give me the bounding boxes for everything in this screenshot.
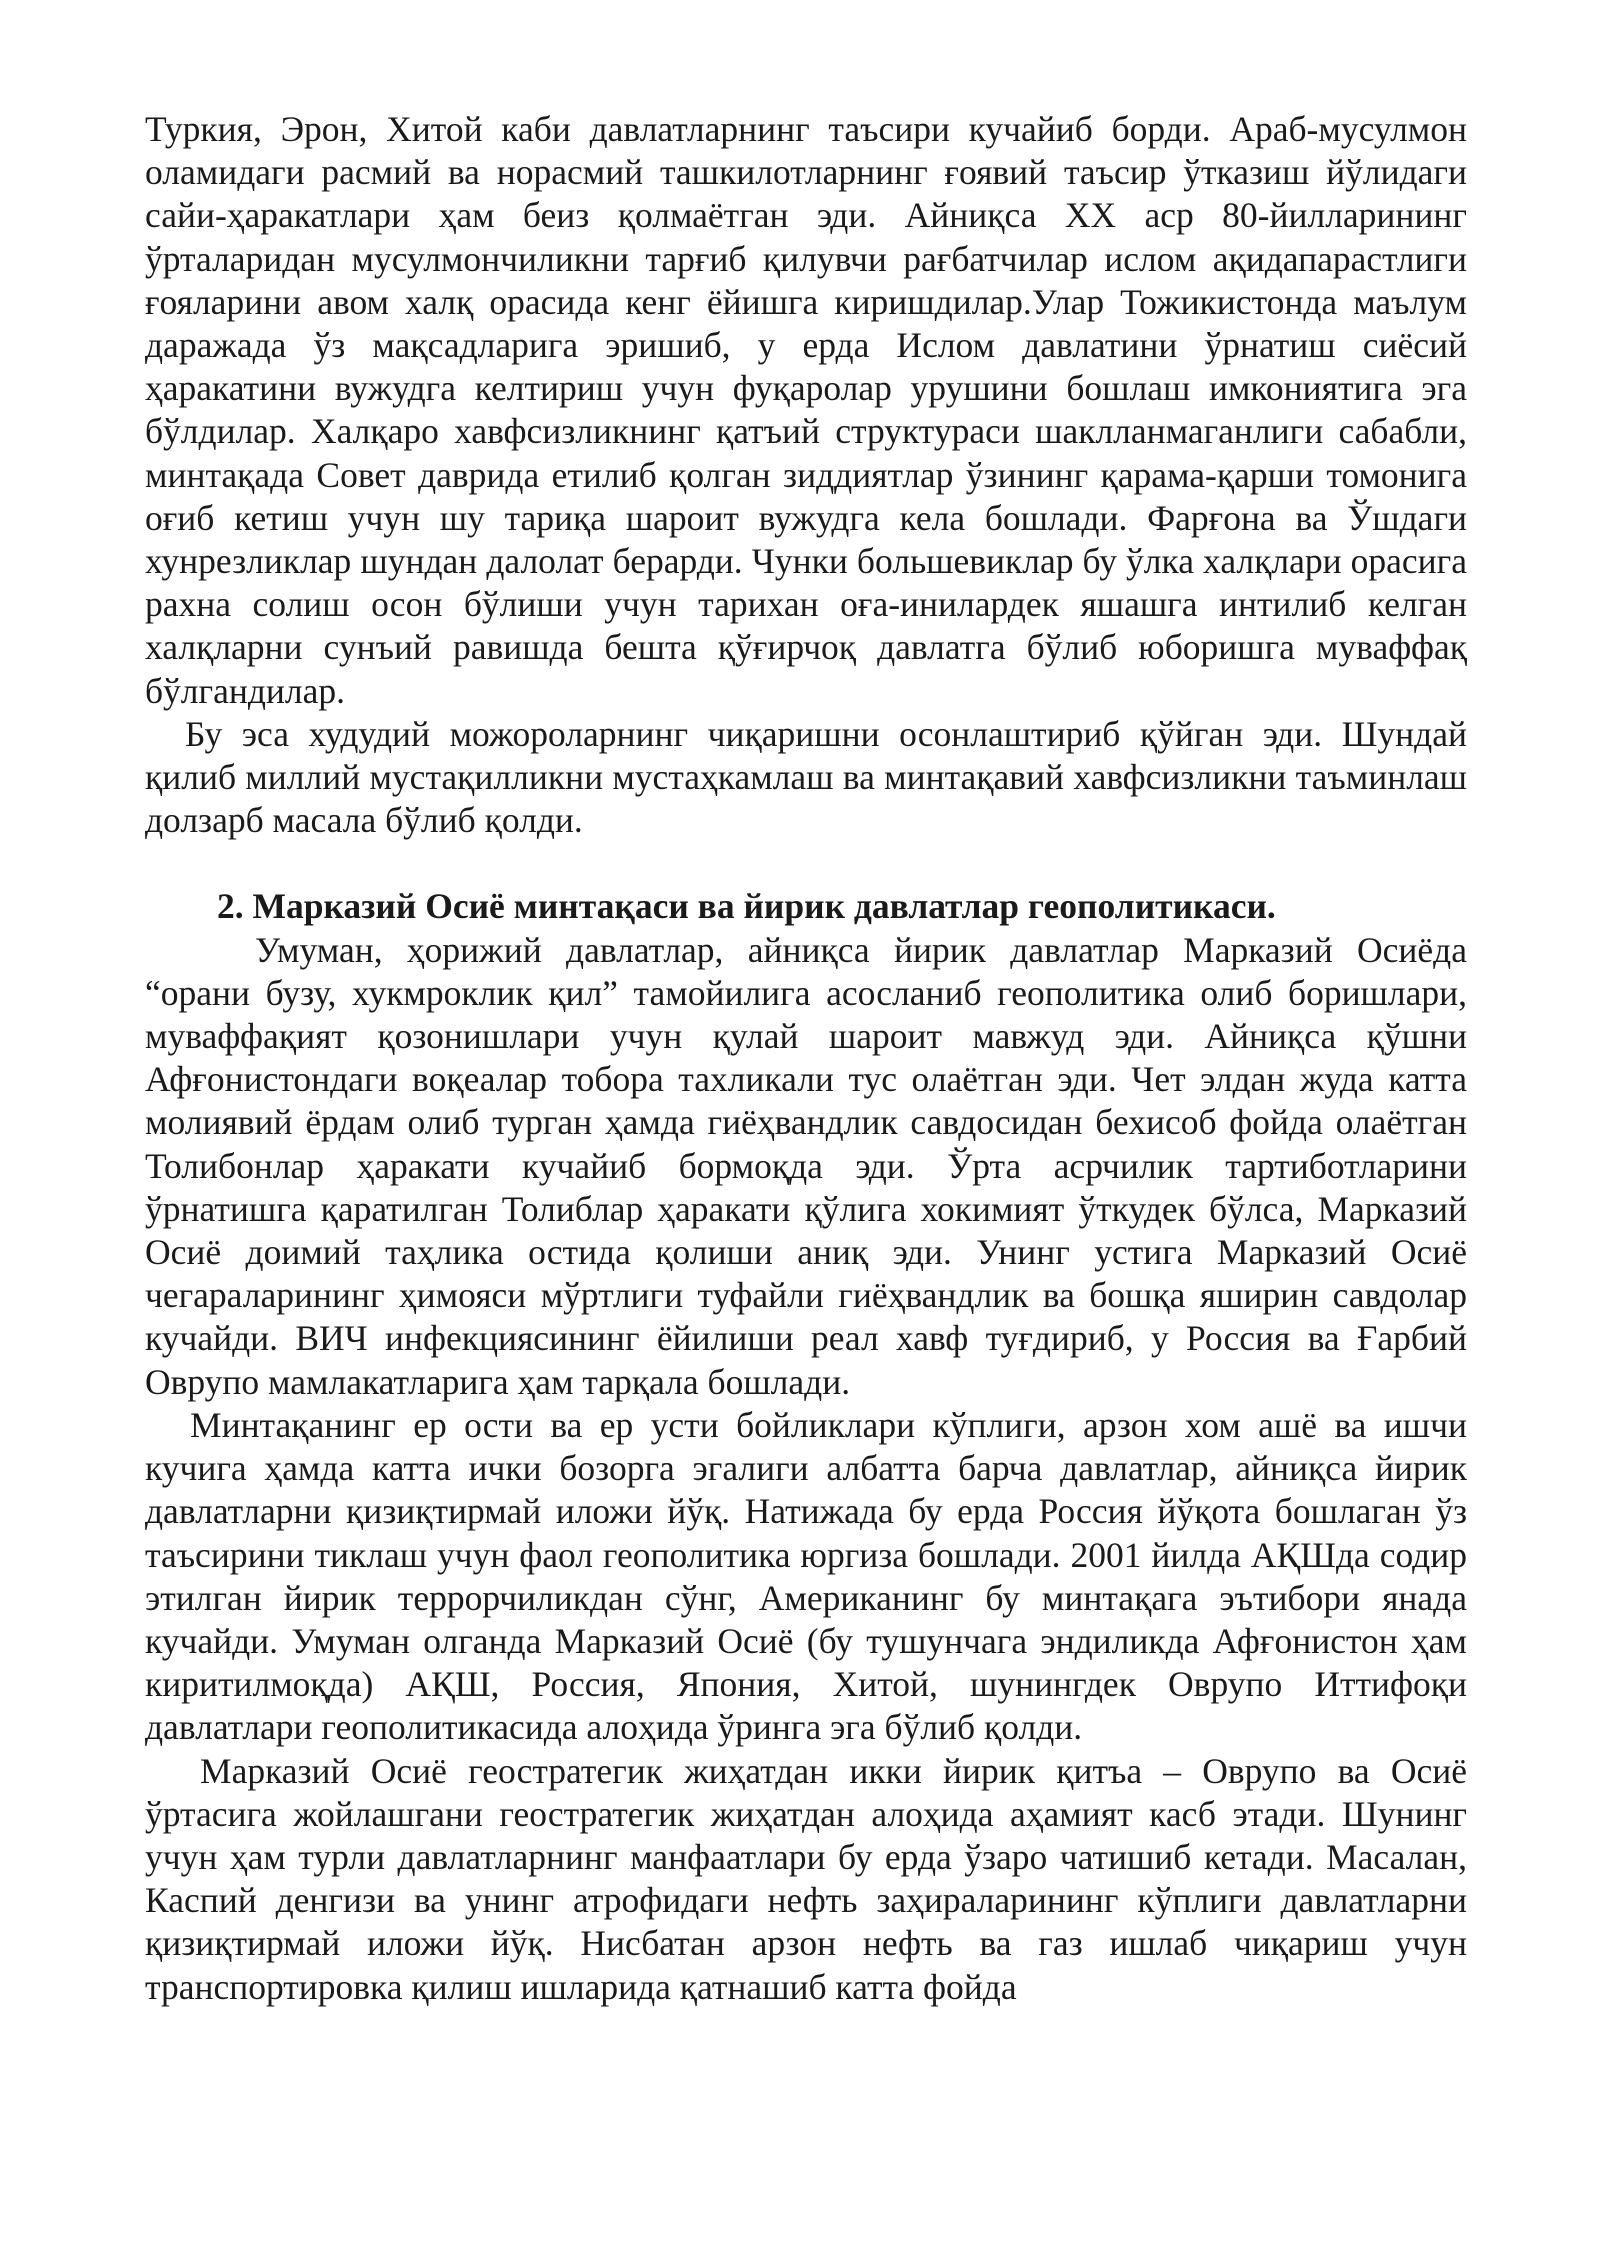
paragraph-geopolitics: Умуман, ҳорижий давлатлар, айниқса йирик давлатлар Марказий Осиёда “орани бузу, хукмроклик қил” тамойилига асосланиб геополитика олиб боришлари, муваффақият қозонишлари учун қулай шароит мавжуд эди. Айниқса қўшни Афғонистондаги воқеалар тобора тахликали тус олаётган эди. Чет элдан жуда катта молиявий ёрдам олиб турган ҳамда гиёҳвандлик савдосидан бехисоб фойда олаётган Толибонлар ҳаракати кучайиб бормоқда эди. Ўрта асрчилик тартиботларини ўрнатишга қаратилган Толиблар ҳаракати қўлига хокимият ўткудек бўлса, Марказий Осиё доимий таҳлика остида қолиши аниқ эди. Унинг устига Марказий Осиё чегараларининг ҳимояси мўртлиги туфайли гиёҳвандлик ва бошқа яширин савдолар кучайди. ВИЧ инфекциясининг ёйилиши реал хавф туғдириб, у Россия ва Ғарбий Оврупо мамлакатларига ҳам тарқала бошлади. bbox=[145, 929, 1467, 1402]
section-heading: 2. Марказий Осиё минтақаси ва йирик давлатлар геополитикаси. bbox=[217, 886, 1276, 927]
document-page bbox=[145, 108, 1467, 2009]
paragraph-resources: Минтақанинг ер ости ва ер усти бойликлари кўплиги, арзон хом ашё ва ишчи кучига ҳамда катта ички бозорга эгалиги албатта барча давлатлар, айниқса йирик давлатларни қизиқтирмай иложи йўқ. Натижада бу ерда Россия йўқота бошлаган ўз таъсирини тиклаш учун фаол геополитика юргиза бошлади. 2001 йилда АҚШда содир этилган йирик террорчиликдан сўнг, Американинг бу минтақага эътибори янада кучайди. Умуман олганда Марказий Осиё (бу тушунчага эндиликда Афғонистон ҳам киритилмоқда) АҚШ, Россия, Япония, Хитой, шунингдек Оврупо Иттифоқи давлатлари геополитикасида алоҳида ўринга эга бўлиб қолди. bbox=[145, 1404, 1467, 1748]
section-spacer bbox=[145, 842, 1467, 885]
paragraph-geostrategy: Марказий Осиё геостратегик жиҳатдан икки йирик қитъа – Оврупо ва Осиё ўртасига жойлашгани геостратегик жиҳатдан алоҳида аҳамият касб этади. Шунинг учун ҳам турли давлатларнинг манфаатлари бу ерда ўзаро чатишиб кетади. Масалан, Каспий денгизи ва унинг атрофидаги нефть заҳираларининг кўплиги давлатларни қизиқтирмай иложи йўқ. Нисбатан арзон нефть ва газ ишлаб чиқариш учун транспортировка қилиш ишларида қатнашиб катта фойда bbox=[145, 1750, 1467, 2007]
paragraph-intro: Туркия, Эрон, Хитой каби давлатларнинг таъсири кучайиб борди. Араб-мусулмон оламидаги расмий ва норасмий ташкилотларнинг ғоявий таъсир ўтказиш йўлидаги сайи-ҳаракатлари ҳам беиз қолмаётган эди. Айниқса XX аср 80-йилларининг ўрталаридан мусулмончиликни тарғиб қилувчи рағбатчилар ислом ақидапарастлиги ғояларини авом халқ орасида кенг ёйишга киришдилар.Улар Тожикистонда маълум даражада ўз мақсадларига эришиб, у ерда Ислом давлатини ўрнатиш сиёсий ҳаракатини вужудга келтириш учун фуқаролар урушини бошлаш имкониятига эга бўлдилар. Халқаро хавфсизликнинг қатъий структураси шаклланмаганлиги сабабли, минтақада Совет даврида етилиб қолган зиддиятлар ўзининг қарама-қарши томонига оғиб кетиш учун шу тариқа шароит вужудга кела бошлади. Фарғона ва Ўшдаги хунрезликлар шундан далолат берарди. Чунки большевиклар бу ўлка халқлари орасига рахна солиш осон бўлиши учун тарихан оға-инилардек яшашга интилиб келган халқларни сунъий равишда бешта қўғирчоқ давлатга бўлиб юборишга муваффақ бўлгандилар. bbox=[145, 109, 1467, 711]
paragraph-conclusion: Бу эса худудий можороларнинг чиқаришни осонлаштириб қўйган эди. Шундай қилиб миллий мустақилликни мустаҳкамлаш ва минтақавий хавфсизликни таъминлаш долзарб масала бўлиб қолди. bbox=[145, 713, 1467, 841]
